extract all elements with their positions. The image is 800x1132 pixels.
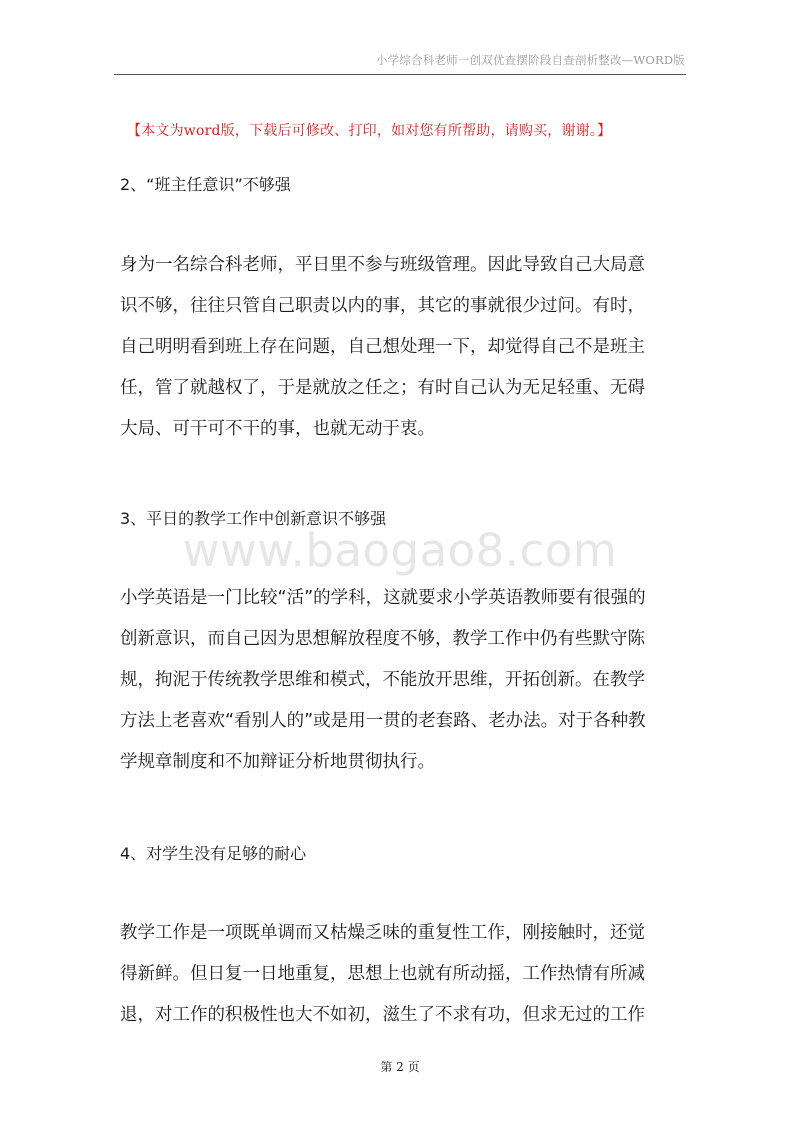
- running-header: 小学综合科老师一创双优查摆阶段自查剖析整改—WORD版: [375, 53, 685, 67]
- section-paragraph-4: [120, 913, 690, 1036]
- paragraph-line: 自己明明看到班上存在问题，自己想处理一下，却觉得自己不是班主: [120, 337, 645, 357]
- section-paragraph-3: [120, 578, 690, 783]
- page-number: 第 2 页: [380, 1060, 420, 1074]
- paragraph-line: 身为一名综合科老师，平日里不参与班级管理。因此导致自己大局意: [120, 255, 645, 275]
- paragraph-line: 方法上老喜欢“看别人的”或是用一贯的老套路、老办法。对于各种教: [120, 711, 646, 731]
- section-heading-4: 4、对学生没有足够的耐心: [120, 844, 307, 863]
- paragraph-line: 教学工作是一项既单调而又枯燥乏味的重复性工作，刚接触时，还觉: [120, 923, 645, 943]
- paragraph-line: 学规章制度和不加辩证分析地贯彻执行。: [120, 752, 435, 772]
- section-heading-3: 3、平日的教学工作中创新意识不够强: [120, 509, 387, 528]
- section-paragraph-2: [120, 245, 690, 450]
- paragraph-line: 退，对工作的积极性也大不如初，滋生了不求有功，但求无过的工作: [120, 1005, 645, 1025]
- paragraph-line: 识不够，往往只管自己职责以内的事，其它的事就很少过问。有时，: [120, 296, 645, 316]
- paragraph-line: 小学英语是一门比较“活”的学科，这就要求小学英语教师要有很强的: [120, 588, 646, 608]
- paragraph-line: 大局、可干可不干的事，也就无动于衷。: [120, 419, 435, 439]
- paragraph-line: 创新意识，而自己因为思想解放程度不够，教学工作中仍有些默守陈: [120, 629, 645, 649]
- watermark: www.baogao8.com: [182, 524, 618, 577]
- paragraph-line: 任，管了就越权了，于是就放之任之；有时自己认为无足轻重、无碍: [120, 378, 645, 398]
- paragraph-line: 规，拘泥于传统教学思维和模式，不能放开思维，开拓创新。在教学: [120, 670, 645, 690]
- download-notice: 【本文为word版，下载后可修改、打印，如对您有所帮助，请购买，谢谢。】: [127, 123, 612, 139]
- paragraph-line: 得新鲜。但日复一日地重复，思想上也就有所动摇，工作热情有所减: [120, 964, 645, 984]
- section-heading-2: 2、“班主任意识”不够强: [120, 175, 291, 194]
- header-divider: [114, 74, 686, 75]
